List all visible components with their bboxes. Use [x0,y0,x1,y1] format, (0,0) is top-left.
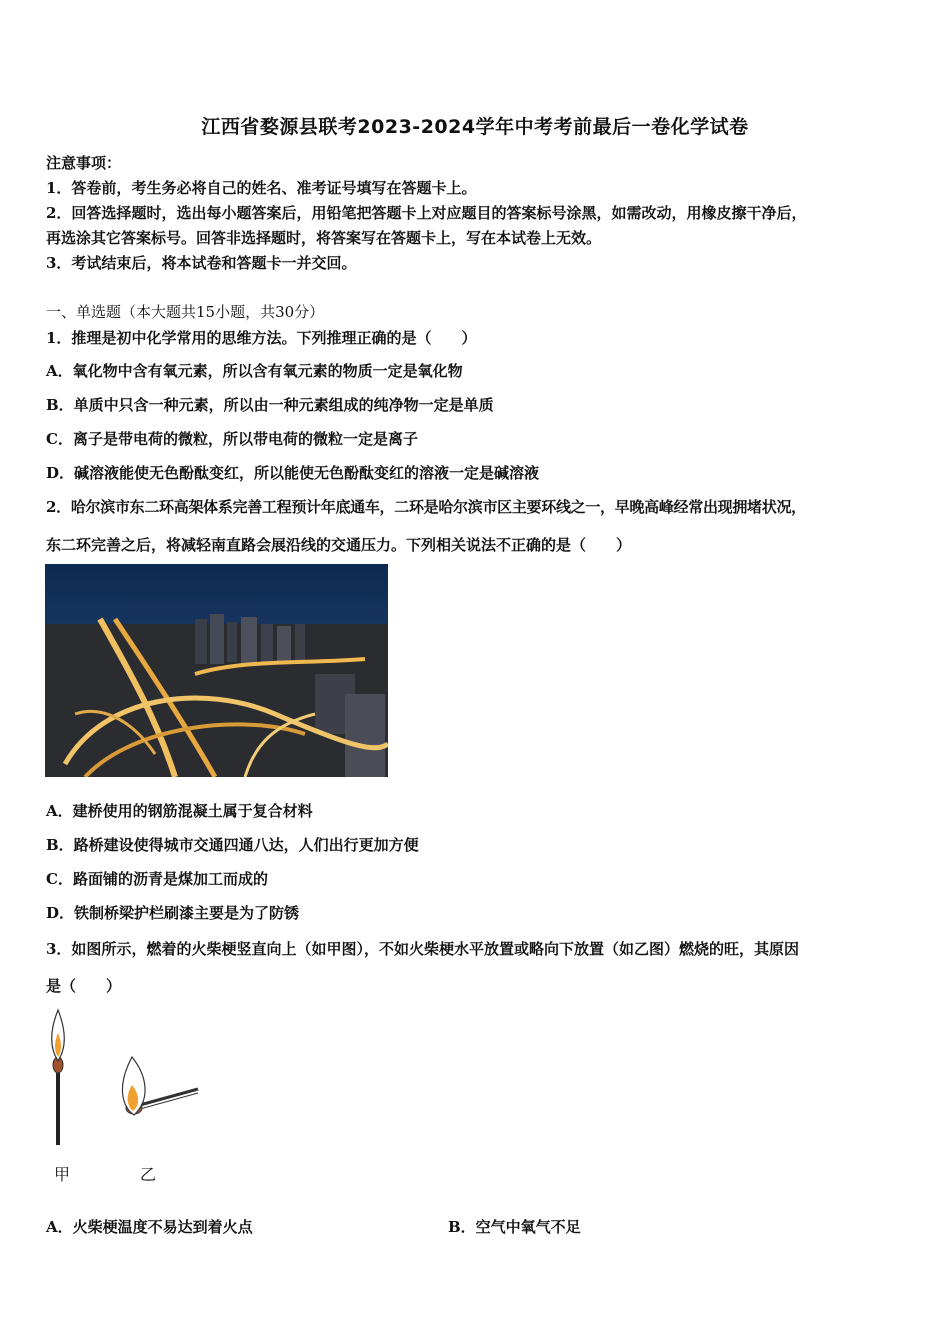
question-3-stem: 3．如图所示，燃着的火柴梗竖直向上（如甲图），不如火柴梗水平放置或略向下放置（如乙图）燃烧的旺，其原因 [46,940,799,958]
tilted-match-yi [122,1057,198,1115]
exam-title: 江西省婺源县联考2023-2024学年中考考前最后一卷化学试卷 [201,116,749,138]
match-figure [40,1005,220,1185]
question-2-option-a: A．建桥使用的钢筋混凝土属于复合材料 [46,802,313,820]
notice-heading: 注意事项： [46,154,122,172]
question-3-stem-cont: 是（ ） [46,977,122,995]
notice-item: 再选涂其它答案标号。回答非选择题时，将答案写在答题卡上，写在本试卷上无效。 [46,229,602,247]
section-heading: 一、单选题（本大题共15小题，共30分） [46,303,325,321]
notice-item: 1．答卷前，考生务必将自己的姓名、准考证号填写在答题卡上。 [46,179,477,197]
question-1-option-a: A．氧化物中含有氧元素，所以含有氧元素的物质一定是氧化物 [46,362,463,380]
overpass-night-photo [45,564,388,777]
question-2-option-c: C．路面铺的沥青是煤加工而成的 [46,870,268,888]
question-1-option-b: B．单质中只含一种元素，所以由一种元素组成的纯净物一定是单质 [46,396,494,414]
question-1-option-c: C．离子是带电荷的微粒，所以带电荷的微粒一定是离子 [46,430,418,448]
question-2-stem: 2．哈尔滨市东二环高架体系完善工程预计年底通车，二环是哈尔滨市区主要环线之一，早晚高峰经常出现拥堵状况， [46,498,806,516]
question-2-option-d: D．铁制桥梁护栏刷漆主要是为了防锈 [46,904,300,922]
notice-item: 3．考试结束后，将本试卷和答题卡一并交回。 [46,254,357,272]
question-3-option-a: A．火柴梗温度不易达到着火点 [46,1218,253,1236]
question-1-option-d: D．碱溶液能使无色酚酞变红，所以能使无色酚酞变红的溶液一定是碱溶液 [46,464,540,482]
figure-caption-jia: 甲 [54,1165,71,1184]
question-2-stem-cont: 东二环完善之后，将减轻南直路会展沿线的交通压力。下列相关说法不正确的是（ ） [46,536,632,554]
vertical-match-jia [52,1010,65,1145]
notice-item: 2．回答选择题时，选出每小题答案后，用铅笔把答题卡上对应题目的答案标号涂黑，如需改动，用橡皮擦干净后， [46,204,807,222]
question-1-stem: 1．推理是初中化学常用的思维方法。下列推理正确的是（ ） [46,329,477,347]
figure-caption-yi: 乙 [140,1165,157,1184]
question-2-option-b: B．路桥建设使得城市交通四通八达，人们出行更加方便 [46,836,419,854]
question-3-option-b: B．空气中氧气不足 [448,1218,581,1236]
